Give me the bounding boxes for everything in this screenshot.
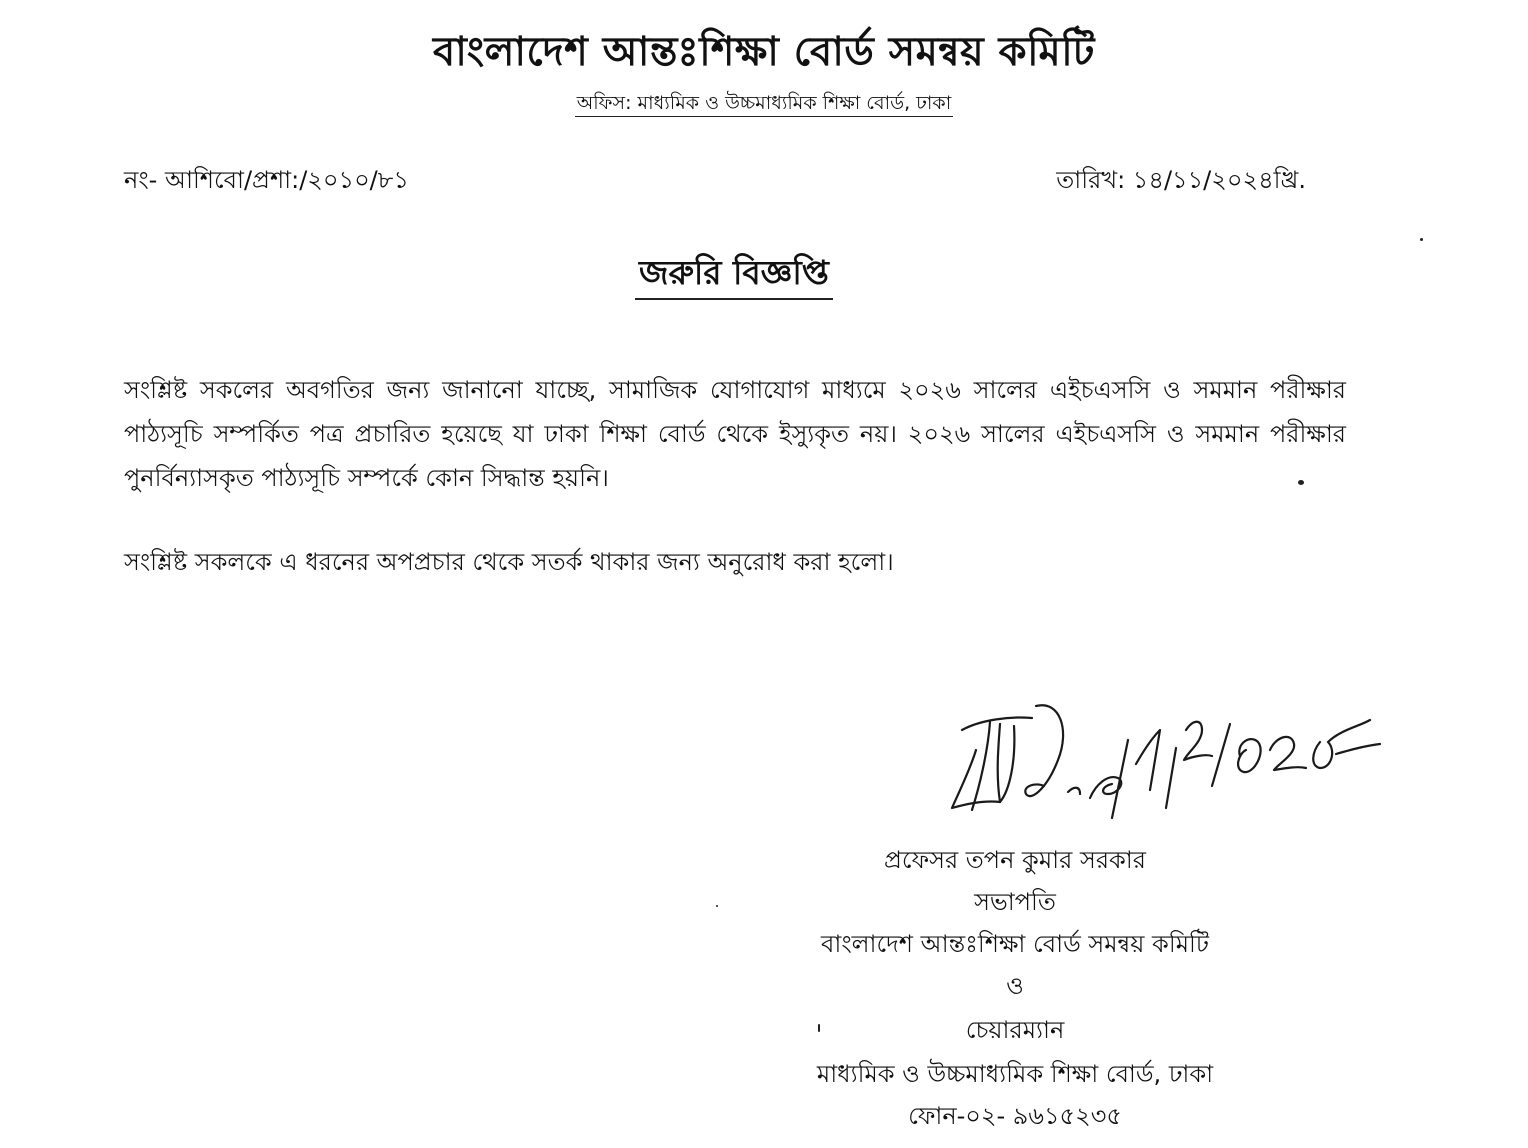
signatory-committee: বাংলাদেশ আন্তঃশিক্ষা বোর্ড সমন্বয় কমিটি — [821, 930, 1209, 958]
notice-paragraph-1: সংশ্লিষ্ট সকলের অবগতির জন্য জানানো যাচ্ছে, সামাজিক যোগাযোগ মাধ্যমে ২০২৬ সালের এইচএসসি ও সমমান পরীক্ষার পাঠ্যসূচি সম্পর্কিত পত্র প্রচারিত হয়েছে যা ঢাকা শিক্ষা বোর্ড থেকে ইস্যুকৃত নয়। ২০২৬ সালের এইচএসসি ও সমমান পরীক্ষার পুনর্বিন্যাসকৃত পাঠ্যসূচি সম্পর্কে কোন সিদ্ধান্ত হয়নি। — [124, 376, 1346, 492]
signatory-phone: ফোন-০২- ৯৬১৫২৩৫ — [908, 1102, 1122, 1130]
signatory-board: মাধ্যমিক ও উচ্চমাধ্যমিক শিক্ষা বোর্ড, ঢাকা — [816, 1060, 1214, 1088]
signatory-designation: সভাপতি — [974, 888, 1056, 916]
scan-speck — [1420, 238, 1423, 241]
scan-speck — [716, 905, 718, 907]
handwritten-signature — [940, 690, 1410, 840]
letterhead-office: অফিস: মাধ্যমিক ও উচ্চমাধ্যমিক শিক্ষা বোর্ড, ঢাকা — [575, 90, 953, 117]
memo-date: তারিখ: ১৪/১১/২০২৪খ্রি. — [1056, 166, 1306, 194]
scan-speck — [818, 1024, 820, 1032]
memo-number: নং- আশিবো/প্রশা:/২০১০/৮১ — [124, 166, 409, 194]
letterhead-office-wrap — [0, 90, 1528, 117]
signatory-name: প্রফেসর তপন কুমার সরকার — [884, 846, 1146, 874]
letterhead-title: বাংলাদেশ আন্তঃশিক্ষা বোর্ড সমন্বয় কমিটি — [433, 28, 1095, 75]
signatory-role: চেয়ারম্যান — [965, 1016, 1065, 1044]
notice-title: জরুরি বিজ্ঞপ্তি — [635, 248, 833, 300]
scan-speck — [1298, 480, 1304, 485]
notice-paragraph-2: সংশ্লিষ্ট সকলকে এ ধরনের অপপ্রচার থেকে সতর্ক থাকার জন্য অনুরোধ করা হলো। — [124, 548, 894, 576]
signatory-conjunction: ও — [1006, 972, 1024, 1000]
notice-title-wrap — [0, 248, 1468, 300]
